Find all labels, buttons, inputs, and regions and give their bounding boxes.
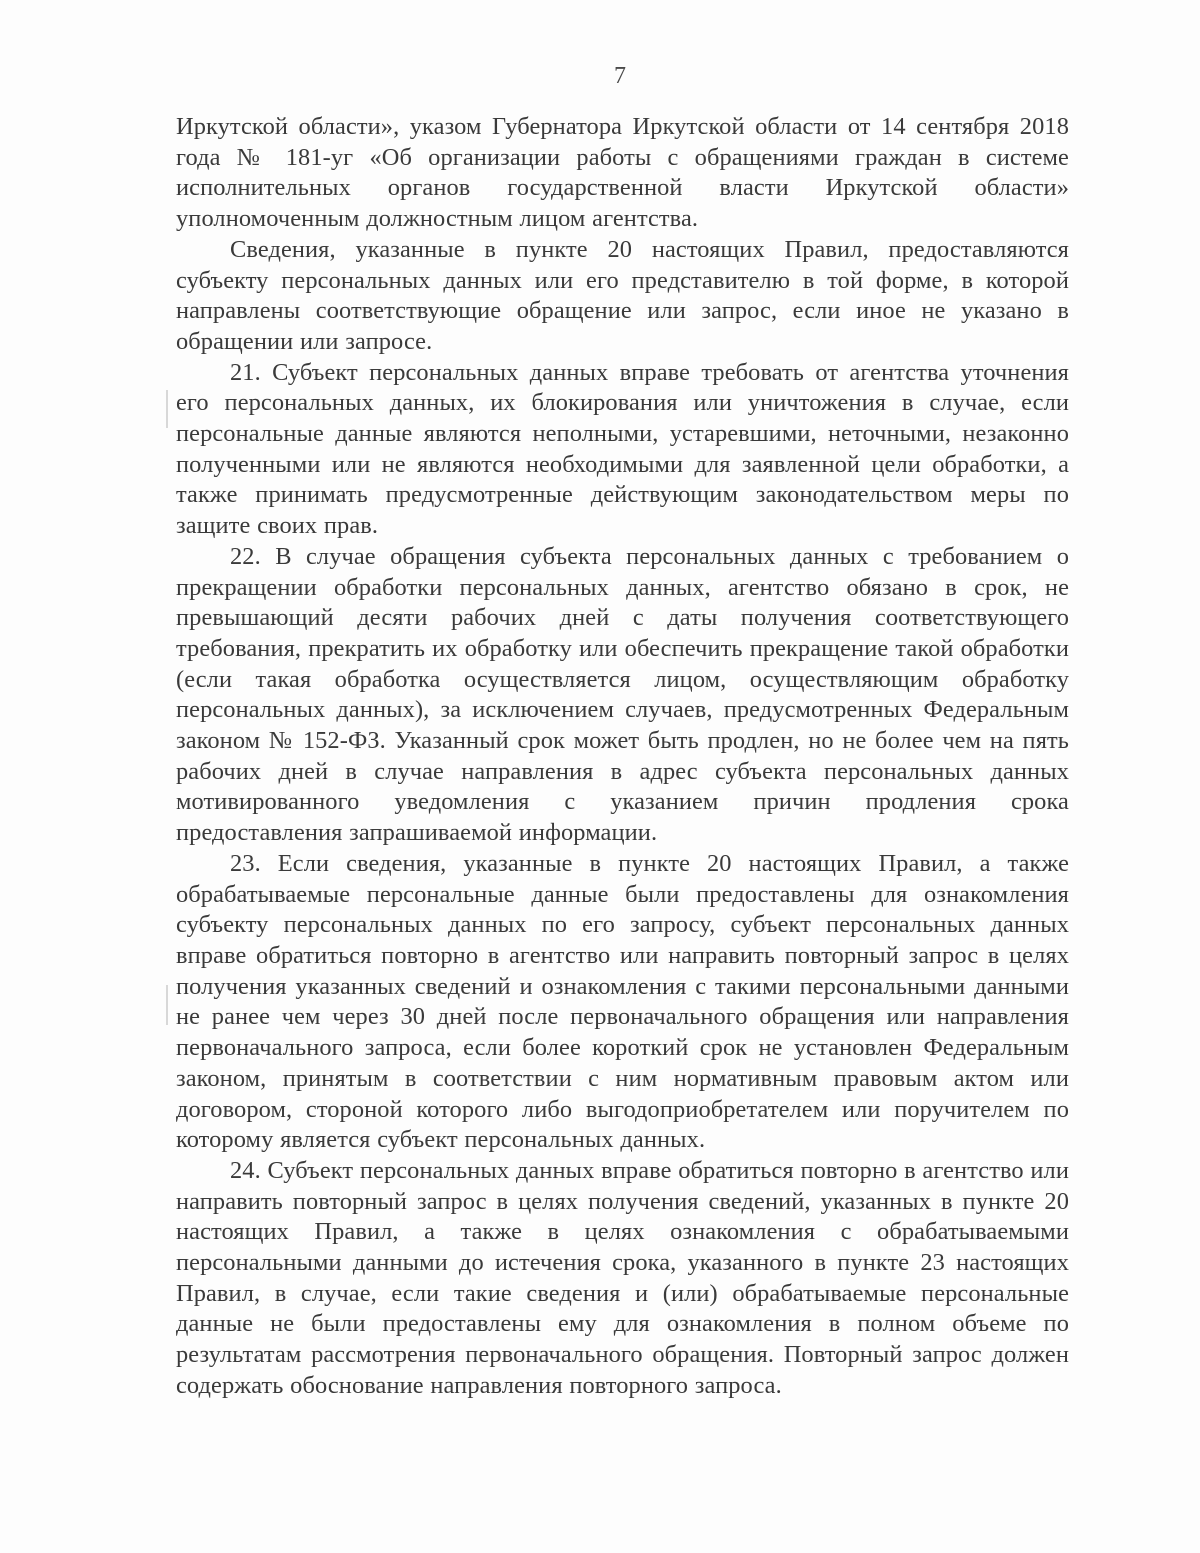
- page-number: 7: [614, 63, 626, 89]
- scan-artifact: [166, 390, 168, 428]
- document-body: [176, 112, 1069, 1402]
- scan-artifact: [166, 985, 168, 1025]
- paragraph-item-23: 23. Если сведения, указанные в пункте 20 настоящих Правил, а также обрабатываемые персональные данные были предоставлены для ознакомления субъекту персональных данных по его запросу, субъект персональных данных вправе обратиться повторно в агентство или направить повторный запрос в целях получения указанных сведений и ознакомления с такими персональными данными не ранее чем через 30 дней после первоначального обращения или направления первоначального запроса, если более короткий срок не установлен Федеральным законом, принятым в соответствии с ним нормативным правовым актом или договором, стороной которого либо выгодоприобретателем или поручителем по которому является субъект персональных данных.: [176, 849, 1069, 1154]
- paragraph-item-21: 21. Субъект персональных данных вправе требовать от агентства уточнения его персональных данных, их блокирования или уничтожения в случае, если персональные данные являются неполными, устаревшими, неточными, незаконно полученными или не являются необходимыми для заявленной цели обработки, а также принимать предусмотренные действующим законодательством меры по защите своих прав.: [176, 358, 1069, 540]
- paragraph-information-form: Сведения, указанные в пункте 20 настоящих Правил, предоставляются субъекту персональных данных или его представителю в той форме, в которой направлены соответствующие обращение или запрос, если иное не указано в обращении или запросе.: [176, 235, 1069, 355]
- paragraph-continuation: Иркутской области», указом Губернатора Иркутской области от 14 сентября 2018 года № 181-уг «Об организации работы с обращениями граждан в системе исполнительных органов государственной власти Иркутской области» уполномоченным должностным лицом агентства.: [176, 113, 1069, 233]
- paragraph-item-24: 24. Субъект персональных данных вправе обратиться повторно в агентство или направить повторный запрос в целях получения сведений, указанных в пункте 20 настоящих Правил, а также в целях ознакомления с обрабатываемыми персональными данными до истечения срока, указанного в пункте 23 настоящих Правил, в случае, если такие сведения и (или) обрабатываемые персональные данные не были предоставлены ему для ознакомления в полном объеме по результатам рассмотрения первоначального обращения. Повторный запрос должен содержать обоснование направления повторного запроса.: [176, 1156, 1069, 1399]
- paragraph-item-22: 22. В случае обращения субъекта персональных данных с требованием о прекращении обработки персональных данных, агентство обязано в срок, не превышающий десяти рабочих дней с даты получения соответствующего требования, прекратить их обработку или обеспечить прекращение такой обработки (если такая обработка осуществляется лицом, осуществляющим обработку персональных данных), за исключением случаев, предусмотренных Федеральным законом № 152-ФЗ. Указанный срок может быть продлен, но не более чем на пять рабочих дней в случае направления в адрес субъекта персональных данных мотивированного уведомления с указанием причин продления срока предоставления запрашиваемой информации.: [176, 542, 1069, 847]
